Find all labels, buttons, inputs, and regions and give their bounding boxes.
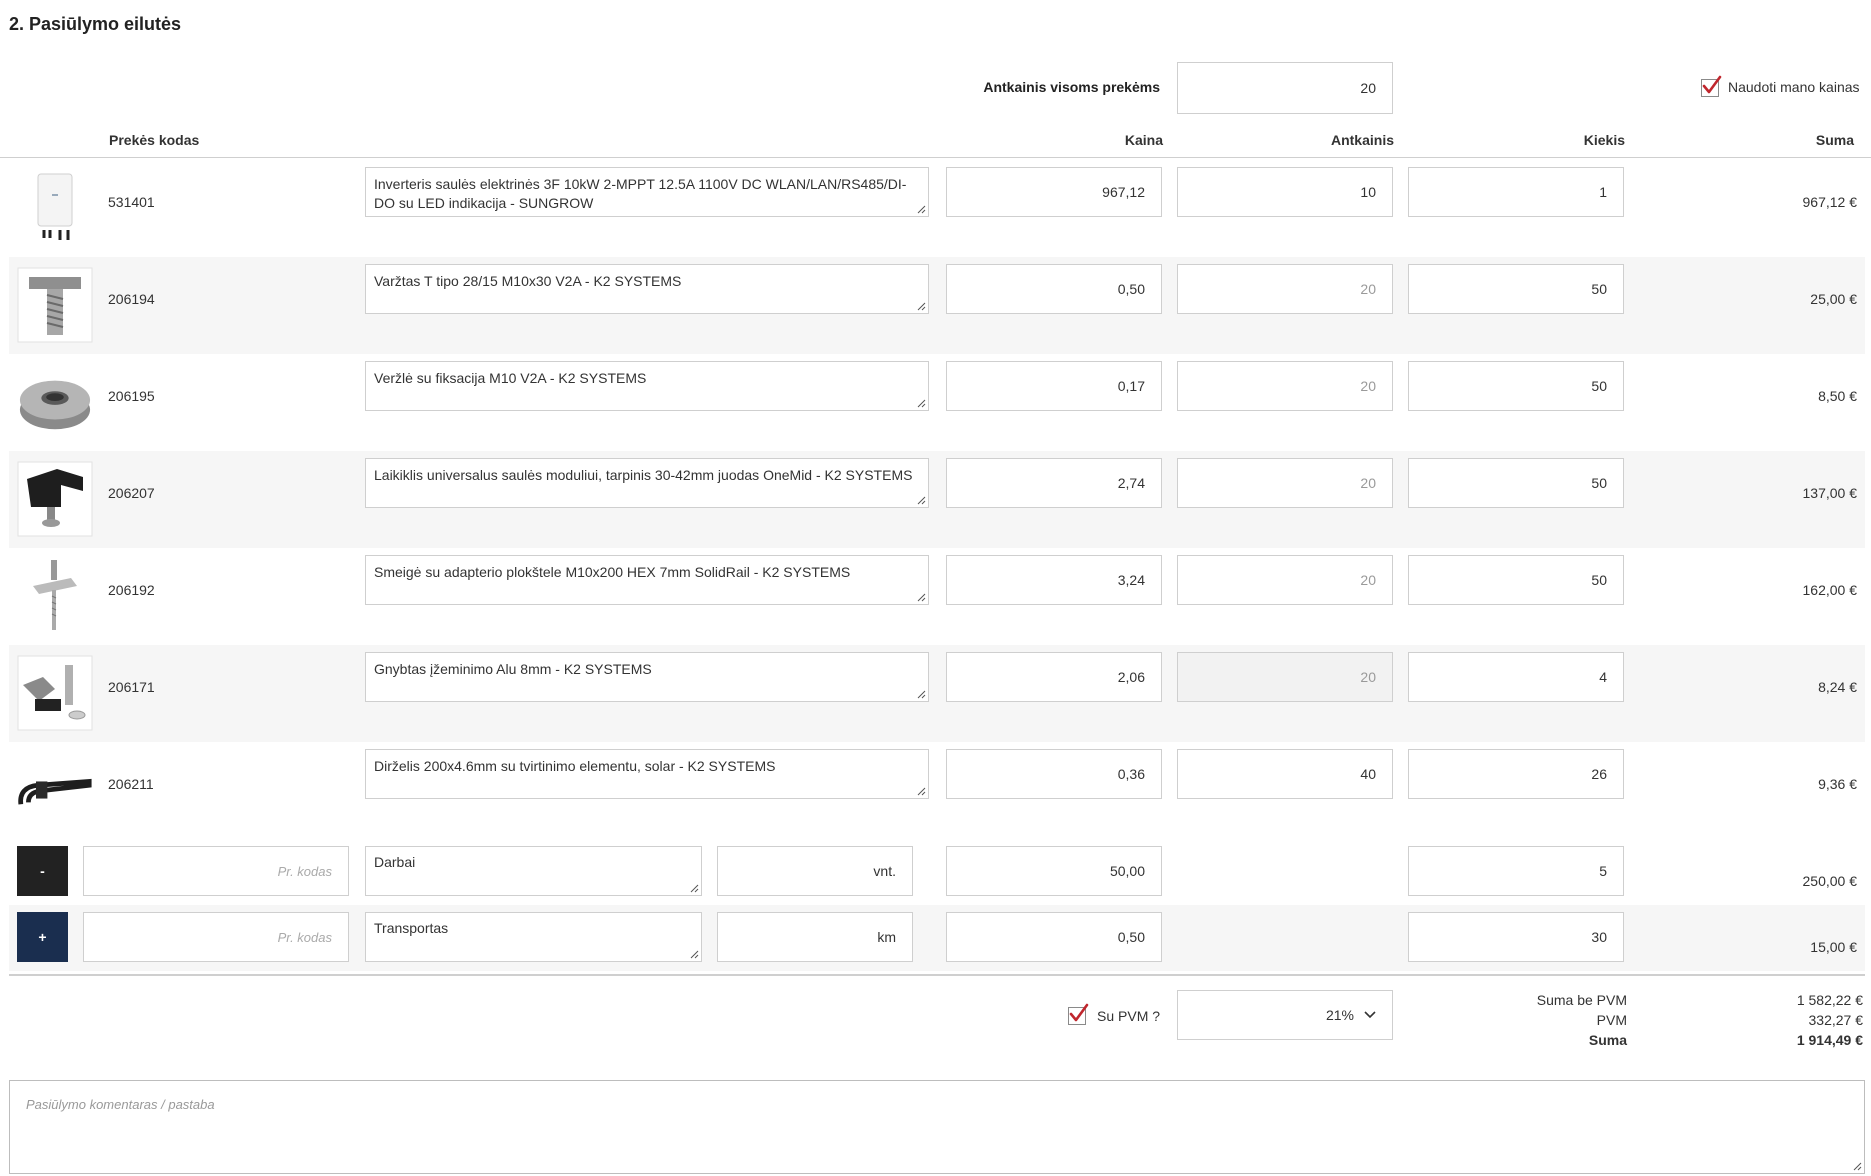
row-sum: 137,00 € bbox=[1802, 485, 1857, 501]
price-input[interactable]: 967,12 bbox=[946, 167, 1162, 217]
description-text: Veržlė su fiksacija M10 V2A - K2 SYSTEMS bbox=[374, 370, 647, 386]
markup-input[interactable]: 20 bbox=[1177, 458, 1393, 508]
nut-icon bbox=[17, 362, 93, 442]
quantity-input[interactable]: 4 bbox=[1408, 652, 1624, 702]
service-name-field[interactable] bbox=[365, 912, 702, 962]
markup-input[interactable]: 20 bbox=[1177, 652, 1393, 702]
global-markup-input[interactable]: 20 bbox=[1177, 62, 1393, 114]
vat-rate-value: 21% bbox=[1325, 1007, 1354, 1023]
price-input[interactable]: 3,24 bbox=[946, 555, 1162, 605]
table-row bbox=[9, 451, 1865, 548]
table-row bbox=[9, 354, 1865, 451]
description-text: Varžtas T tipo 28/15 M10x30 V2A - K2 SYSTEMS bbox=[374, 273, 682, 289]
global-markup-row bbox=[0, 62, 1871, 114]
markup-input[interactable]: 20 bbox=[1177, 555, 1393, 605]
checkmark-icon bbox=[1701, 74, 1723, 96]
quantity-input[interactable]: 50 bbox=[1408, 264, 1624, 314]
grounding-clamp-icon bbox=[17, 653, 93, 733]
description-text: Inverteris saulės elektrinės 3F 10kW 2-MPPT 12.5A 1100V DC WLAN/LAN/RS485/DI-DO su LED indikacija - SUNGROW bbox=[374, 176, 907, 211]
price-input[interactable]: 0,17 bbox=[946, 361, 1162, 411]
resize-handle-icon[interactable] bbox=[917, 496, 926, 505]
description-field[interactable] bbox=[365, 264, 929, 314]
inverter-icon bbox=[17, 168, 93, 248]
description-text: Gnybtas įžeminimo Alu 8mm - K2 SYSTEMS bbox=[374, 661, 652, 677]
markup-input[interactable]: 40 bbox=[1177, 749, 1393, 799]
quantity-input[interactable]: 26 bbox=[1408, 749, 1624, 799]
row-sum: 8,50 € bbox=[1818, 388, 1857, 404]
quantity-input[interactable]: 30 bbox=[1408, 912, 1624, 962]
checkmark-icon bbox=[1068, 1002, 1090, 1024]
t-bolt-icon bbox=[17, 265, 93, 345]
row-sum: 967,12 € bbox=[1802, 194, 1857, 210]
vat-checkbox[interactable] bbox=[1068, 1007, 1086, 1025]
table-row bbox=[9, 742, 1865, 839]
service-code-input[interactable]: Pr. kodas bbox=[83, 912, 349, 962]
vat-amount-value: 332,27 € bbox=[1808, 1012, 1863, 1028]
resize-handle-icon[interactable] bbox=[1853, 1162, 1862, 1171]
product-code: 206195 bbox=[108, 388, 155, 404]
comment-placeholder: Pasiūlymo komentaras / pastaba bbox=[26, 1097, 215, 1112]
page-title: 2. Pasiūlymo eilutės bbox=[9, 14, 182, 34]
chevron-down-icon bbox=[1364, 1011, 1376, 1019]
service-row bbox=[9, 905, 1865, 971]
resize-handle-icon[interactable] bbox=[917, 787, 926, 796]
resize-handle-icon[interactable] bbox=[917, 205, 926, 214]
resize-handle-icon[interactable] bbox=[917, 690, 926, 699]
remove-row-button[interactable]: - bbox=[17, 846, 68, 896]
product-code: 206192 bbox=[108, 582, 155, 598]
table-header bbox=[0, 124, 1871, 158]
markup-input[interactable]: 20 bbox=[1177, 264, 1393, 314]
service-name-text: Darbai bbox=[374, 854, 416, 870]
description-field[interactable] bbox=[365, 749, 929, 799]
product-code: 206211 bbox=[108, 776, 154, 792]
resize-handle-icon[interactable] bbox=[917, 593, 926, 602]
table-row bbox=[9, 160, 1865, 257]
price-input[interactable]: 0,36 bbox=[946, 749, 1162, 799]
col-header-sum: Suma bbox=[1815, 132, 1854, 148]
row-sum: 15,00 € bbox=[1810, 939, 1857, 955]
table-row bbox=[9, 548, 1865, 645]
table-row bbox=[9, 257, 1865, 354]
subtotal-label: Suma be PVM bbox=[1536, 992, 1627, 1008]
markup-input[interactable]: 10 bbox=[1177, 167, 1393, 217]
divider bbox=[9, 974, 1865, 976]
unit-input[interactable]: km bbox=[717, 912, 913, 962]
resize-handle-icon[interactable] bbox=[917, 302, 926, 311]
clamp-icon bbox=[17, 459, 93, 539]
resize-handle-icon[interactable] bbox=[690, 950, 699, 959]
service-code-input[interactable]: Pr. kodas bbox=[83, 846, 349, 896]
use-my-prices-label: Naudoti mano kainas bbox=[1728, 79, 1860, 95]
product-code: 531401 bbox=[108, 194, 155, 210]
global-markup-label: Antkainis visoms prekėms bbox=[983, 79, 1160, 95]
resize-handle-icon[interactable] bbox=[917, 399, 926, 408]
col-header-code: Prekės kodas bbox=[109, 132, 200, 148]
quantity-input[interactable]: 50 bbox=[1408, 361, 1624, 411]
price-input[interactable]: 0,50 bbox=[946, 912, 1162, 962]
row-sum: 9,36 € bbox=[1818, 776, 1857, 792]
row-sum: 250,00 € bbox=[1802, 873, 1857, 889]
row-sum: 162,00 € bbox=[1802, 582, 1857, 598]
service-name-field[interactable] bbox=[365, 846, 702, 896]
description-field[interactable] bbox=[365, 652, 929, 702]
markup-input[interactable]: 20 bbox=[1177, 361, 1393, 411]
product-code: 206194 bbox=[108, 291, 155, 307]
price-input[interactable]: 2,06 bbox=[946, 652, 1162, 702]
vat-rate-select[interactable] bbox=[1177, 990, 1393, 1040]
quantity-input[interactable]: 50 bbox=[1408, 458, 1624, 508]
row-sum: 8,24 € bbox=[1818, 679, 1857, 695]
quantity-input[interactable]: 50 bbox=[1408, 555, 1624, 605]
description-field[interactable] bbox=[365, 167, 929, 217]
cable-tie-icon bbox=[17, 750, 93, 830]
col-header-qty: Kiekis bbox=[1583, 132, 1625, 148]
description-text: Laikiklis universalus saulės moduliui, tarpinis 30-42mm juodas OneMid - K2 SYSTEMS bbox=[374, 467, 913, 483]
row-sum: 25,00 € bbox=[1810, 291, 1857, 307]
comment-textarea[interactable] bbox=[9, 1080, 1865, 1174]
description-text: Smeigė su adapterio plokštele M10x200 HEX 7mm SolidRail - K2 SYSTEMS bbox=[374, 564, 851, 580]
add-row-button[interactable]: + bbox=[17, 912, 68, 962]
vat-checkbox-label: Su PVM ? bbox=[1097, 1008, 1161, 1024]
product-code: 206207 bbox=[108, 485, 155, 501]
quantity-input[interactable]: 5 bbox=[1408, 846, 1624, 896]
total-value: 1 914,49 € bbox=[1796, 1032, 1863, 1048]
col-header-markup: Antkainis bbox=[1330, 132, 1394, 148]
description-text: Dirželis 200x4.6mm su tvirtinimo elementu, solar - K2 SYSTEMS bbox=[374, 758, 776, 774]
table-row bbox=[9, 645, 1865, 742]
resize-handle-icon[interactable] bbox=[690, 884, 699, 893]
use-my-prices-checkbox[interactable] bbox=[1701, 79, 1719, 97]
col-header-price: Kaina bbox=[1124, 132, 1163, 148]
price-input[interactable]: 0,50 bbox=[946, 264, 1162, 314]
service-row bbox=[9, 839, 1865, 905]
vat-amount-label: PVM bbox=[1596, 1012, 1627, 1028]
hanger-bolt-icon bbox=[17, 556, 93, 636]
price-input[interactable]: 2,74 bbox=[946, 458, 1162, 508]
total-label: Suma bbox=[1588, 1032, 1627, 1048]
unit-input[interactable]: vnt. bbox=[717, 846, 913, 896]
price-input[interactable]: 50,00 bbox=[946, 846, 1162, 896]
description-field[interactable] bbox=[365, 555, 929, 605]
service-name-text: Transportas bbox=[374, 920, 449, 936]
subtotal-value: 1 582,22 € bbox=[1796, 992, 1863, 1008]
product-code: 206171 bbox=[108, 679, 155, 695]
description-field[interactable] bbox=[365, 361, 929, 411]
description-field[interactable] bbox=[365, 458, 929, 508]
quantity-input[interactable]: 1 bbox=[1408, 167, 1624, 217]
